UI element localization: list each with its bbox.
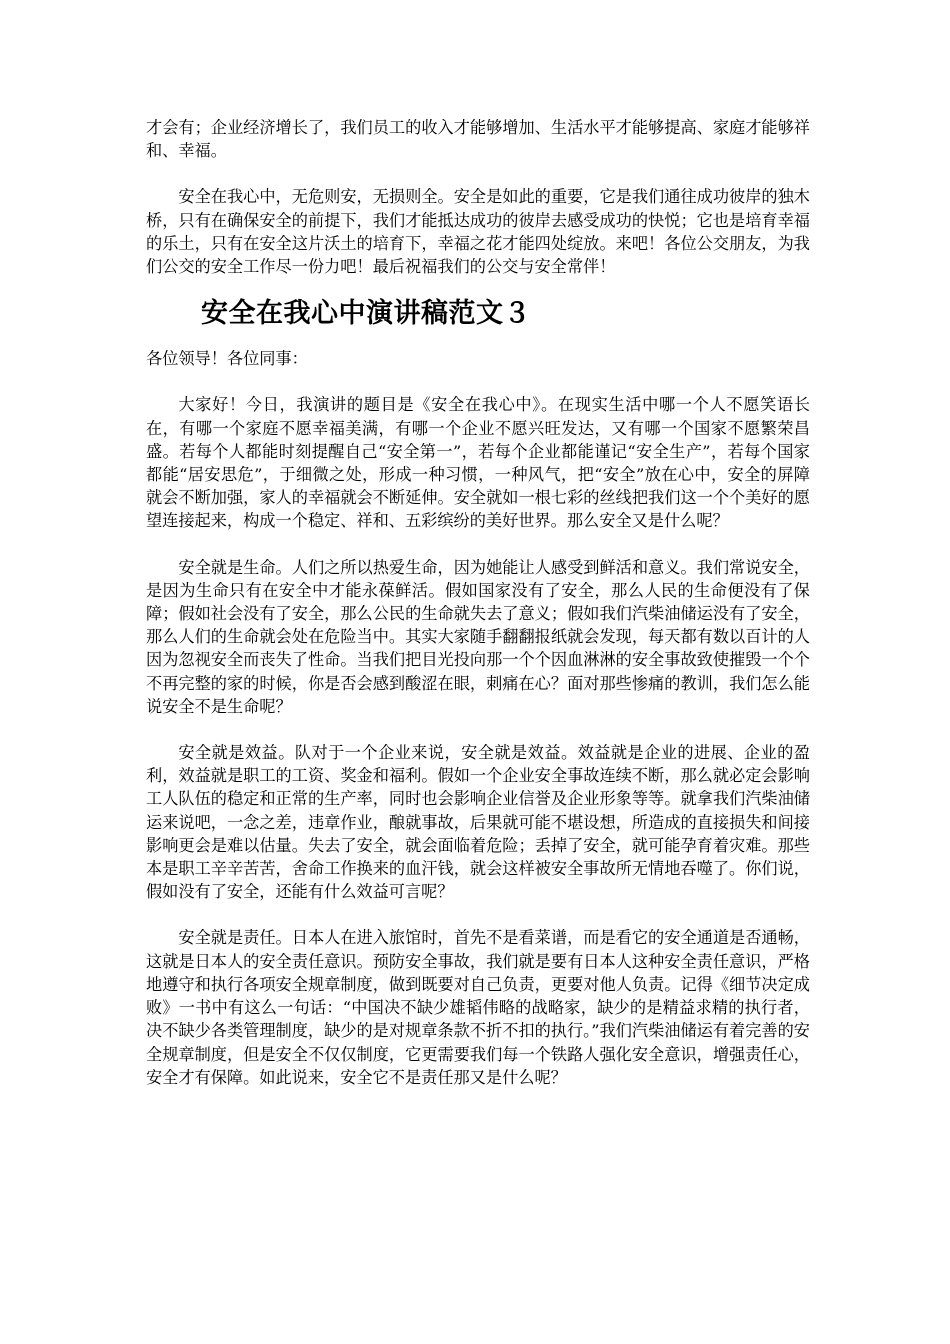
section-heading: 安全在我心中演讲稿范文３: [201, 298, 531, 330]
body-paragraph-life: 安全就是生命。人们之所以热爱生命，因为她能让人感受到鲜活和意义。我们常说安全，是因为生命只有在安全中才能永葆鲜活。假如国家没有了安全，那么人民的生命便没有了保障；假如社会没有了安全，那么公民的生命就失去了意义；假如我们汽柴油储运没有了安全，那么人们的生命就会处在危险当中。其实大家随手翻翻报纸就会发现，每天都有数以百计的人因为忽视安全而丧失了性命。当我们把目光投向那一个个因血淋淋的安全事故致使摧毁一个个不再完整的家的时候，你是否会感到酸涩在眼，刺痛在心？面对那些惨痛的教训，我们怎么能说安全不是生命呢？: [146, 557, 810, 716]
body-paragraph-responsibility: 安全就是责任。日本人在进入旅馆时，首先不是看菜谱，而是看它的安全通道是否通畅，这就是日本人的安全责任意识。预防安全事故，我们就是要有日本人这种安全责任意识，严格地遵守和执行各项安全规章制度，做到既要对自己负责，更要对他人负责。记得《细节决定成败》一书中有这么一句话：“中国决不缺少雄韬伟略的战略家，缺少的是精益求精的执行者，决不缺少各类管理制度，缺少的是对规章条款不折不扣的执行。”我们汽柴油储运有着完善的安全规章制度，但是安全不仅仅制度，它更需要我们每一个铁路人强化安全意识，增强责任心，安全才有保障。如此说来，安全它不是责任那又是什么呢？: [146, 928, 810, 1087]
continuation-paragraph: 才会有；企业经济增长了，我们员工的收入才能够增加、生活水平才能够提高、家庭才能够祥和、幸福。: [146, 118, 810, 161]
closing-paragraph: 安全在我心中，无危则安，无损则全。安全是如此的重要，它是我们通往成功彼岸的独木桥，只有在确保安全的前提下，我们才能抵达成功的彼岸去感受成功的快悦；它也是培育幸福的乐土，只有在安全这片沃土的培育下，幸福之花才能四处绽放。来吧！各位公交朋友，为我们公交的安全工作尽一份力吧！最后祝福我们的公交与安全常伴！: [146, 187, 810, 277]
body-paragraph-intro: 大家好！今日，我演讲的题目是《安全在我心中》。在现实生活中哪一个人不愿笑语长在，有哪一个家庭不愿幸福美满，有哪一个企业不愿兴旺发达，又有哪一个国家不愿繁荣昌盛。若每个人都能时刻提醒自己“安全第一”，若每个企业都能谨记“安全生产”，若每个国家都能“居安思危”，于细微之处，形成一种习惯，一种风气，把“安全”放在心中，安全的屏障就会不断加强，家人的幸福就会不断延伸。安全就如一根七彩的丝线把我们这一个个美好的愿望连接起来，构成一个稳定、祥和、五彩缤纷的美好世界。那么安全又是什么呢？: [146, 395, 810, 531]
body-paragraph-benefit: 安全就是效益。队对于一个企业来说，安全就是效益。效益就是企业的进展、企业的盈利，效益就是职工的工资、奖金和福利。假如一个企业安全事故连续不断，那么就必定会影响工人队伍的稳定和正常的生产率，同时也会影响企业信誉及企业形象等等。就拿我们汽柴油储运来说吧，一念之差，违章作业，酿就事故，后果就可能不堪设想，所造成的直接损失和间接影响更会是难以估量。失去了安全，就会面临着危险；丢掉了安全，就可能孕育着灾难。那些本是职工辛辛苦苦，舍命工作换来的血汗钱，就会这样被安全事故所无情地吞噬了。你们说，假如没有了安全，还能有什么效益可言呢？: [146, 743, 810, 902]
salutation: 各位领导！各位同事：: [146, 349, 308, 369]
document-page: [146, 116, 810, 1089]
